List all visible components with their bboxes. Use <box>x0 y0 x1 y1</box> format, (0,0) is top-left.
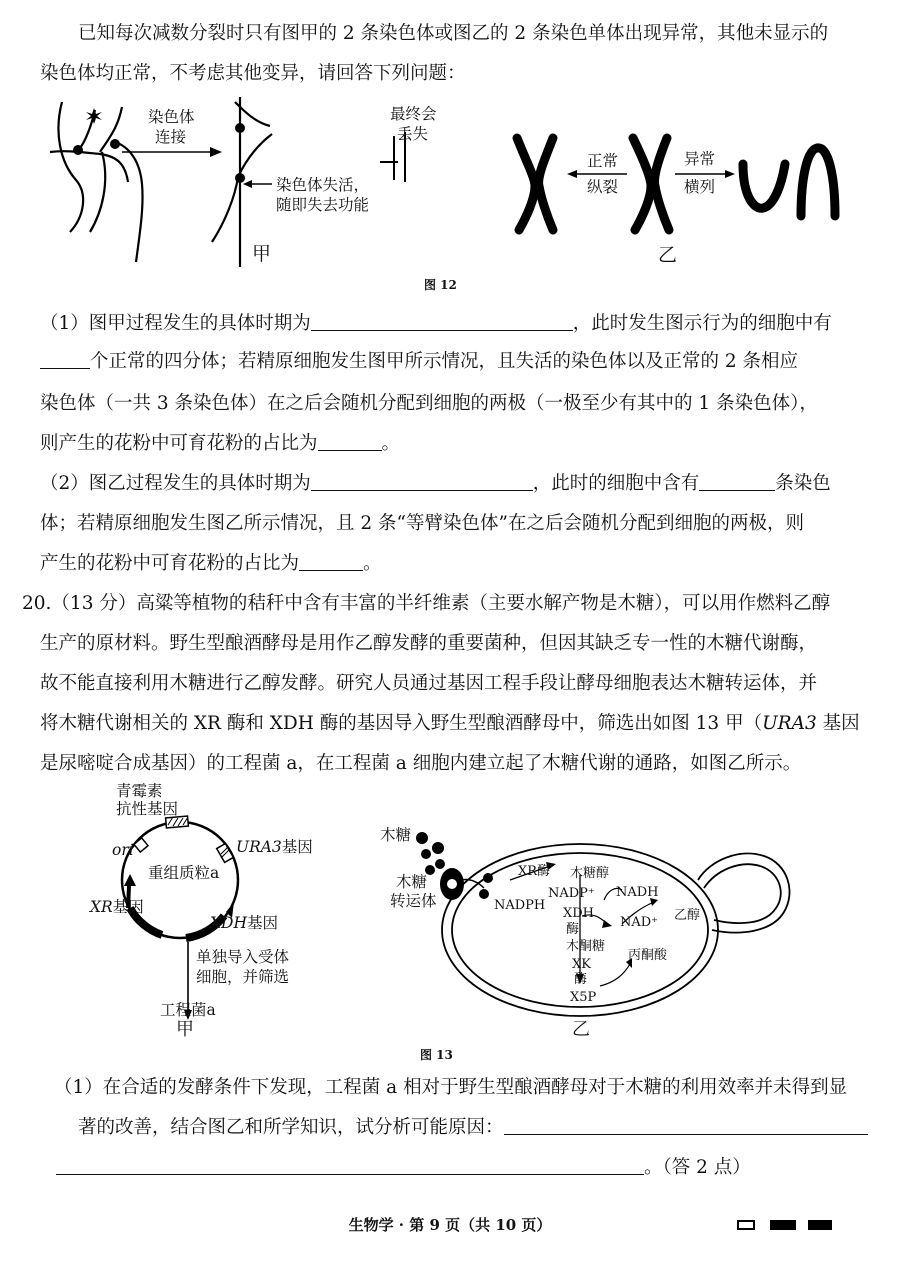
ethanol-label: 乙醇 <box>674 908 701 923</box>
nad-label: NAD⁺ <box>620 915 659 930</box>
xk-enzyme-label-1: XK <box>572 957 591 972</box>
q20-line5: 是尿嘧啶合成基因）的工程菌 a，在工程菌 a 细胞内建立起了木糖代谢的通路，如图乙所示。 <box>40 753 802 774</box>
xdh-enzyme-label-2: 酶 <box>566 922 580 937</box>
answer-blank[interactable] <box>504 1116 868 1135</box>
jia-loss-label-2: 丢失 <box>397 125 429 143</box>
q20-line3: 故不能直接利用木糖进行乙醇发酵。研究人员通过基因工程手段让酵母细胞表达木糖转运体，并 <box>40 673 818 694</box>
q20-line4: 将木糖代谢相关的 XR 酶和 XDH 酶的基因导入野生型酿酒酵母中，筛选出如图 13 甲（URA3 基因 <box>40 713 860 734</box>
answer-blank[interactable] <box>56 1156 644 1175</box>
page-barcode-marks <box>736 1218 836 1232</box>
answer-blank[interactable] <box>699 472 775 491</box>
plasmid-label: 重组质粒a <box>148 864 220 882</box>
intro-line-2: 染色体均正常，不考虑其他变异，请回答下列问题： <box>40 63 466 84</box>
q20-line2: 生产的原材料。野生型酿酒酵母是用作乙醇发酵的重要菌种，但因其缺乏专一性的木糖代谢酶， <box>40 633 818 654</box>
x5p-label: X5P <box>570 990 597 1005</box>
figure-12-yi-label: 乙 <box>658 244 678 266</box>
nadh-label: NADH <box>616 885 659 900</box>
nadp-label: NADP⁺ <box>548 886 595 901</box>
pyruvate-label: 丙酮酸 <box>628 948 668 963</box>
figure-13-jia-label: 甲 <box>176 1019 194 1040</box>
answer-blank[interactable] <box>311 312 573 331</box>
jia-loss-label-1: 最终会 <box>390 105 437 123</box>
figure-13-yeast-cell-drawing <box>360 820 810 1040</box>
xylulose-label: 木酮糖 <box>566 939 606 954</box>
xylitol-label: 木糖醇 <box>570 866 610 881</box>
q19-part1-line4: 则产生的花粉中可育花粉的占比为 。 <box>40 433 401 454</box>
transform-step-label-1: 单独导入受体 <box>196 948 290 966</box>
yi-normal-label-2: 纵裂 <box>587 178 619 196</box>
ori-label: ori <box>112 841 134 859</box>
xdh-enzyme-label-1: XDH <box>563 906 595 921</box>
q19-part1-line2: 个正常的四分体；若精原细胞发生图甲所示情况，且失活的染色体以及正常的 2 条相应 <box>40 350 798 374</box>
ura3-gene-label: URA3基因 <box>236 838 313 856</box>
q19-part1-line1: （1）图甲过程发生的具体时期为 ，此时发生图示行为的细胞中有 <box>40 313 832 334</box>
q20-part1-line2: 著的改善，结合图乙和所学知识，试分析可能原因： <box>78 1116 868 1140</box>
yi-abnormal-label-1: 异常 <box>684 150 716 168</box>
q19-part2-line2: 体；若精原细胞发生图乙所示情况，且 2 条“等臂染色体”在之后会随机分配到细胞的两极，则 <box>40 513 804 534</box>
amp-gene-label-2: 抗性基因 <box>116 800 179 818</box>
jia-arrow-label-2: 连接 <box>155 128 187 146</box>
xr-gene-label: XR基因 <box>90 898 144 916</box>
q20-part1-line3: 。（答 2 点） <box>56 1156 751 1180</box>
figure-12-yi-drawing <box>505 128 845 238</box>
jia-inactive-label-1: 染色体失活， <box>276 176 370 194</box>
transform-step-label-2: 细胞，并筛选 <box>196 968 290 986</box>
jia-inactive-label-2: 随即失去功能 <box>276 196 370 214</box>
yi-normal-label-1: 正常 <box>587 152 619 170</box>
answer-blank[interactable] <box>311 472 533 491</box>
intro-line-1: 已知每次减数分裂时只有图甲的 2 条染色体或图乙的 2 条染色单体出现异常，其他未显示的 <box>78 23 829 44</box>
figure-12-jia-label: 甲 <box>252 243 272 265</box>
nadph-label: NADPH <box>494 898 546 913</box>
figure-12-caption: 图 12 <box>424 278 457 292</box>
q20-line1: 20.（13 分）高粱等植物的秸秆中含有丰富的半纤维素（主要水解产物是木糖），可以用作燃料乙醇 <box>22 593 831 614</box>
engineered-strain-label: 工程菌a <box>160 1001 216 1019</box>
yi-abnormal-label-2: 横列 <box>684 178 716 196</box>
xr-enzyme-label: XR酶 <box>518 864 551 879</box>
figure-12-jia-drawing <box>40 92 440 292</box>
q19-part2-line1: （2）图乙过程发生的具体时期为 ，此时的细胞中含有 条染色 <box>40 473 831 494</box>
figure-13-yi-label: 乙 <box>572 1019 590 1040</box>
q19-part1-line3: 染色体（一共 3 条染色体）在之后会随机分配到细胞的两极（一极至少有其中的 1 条染色体）， <box>40 393 818 414</box>
q19-part2-line3: 产生的花粉中可育花粉的占比为 。 <box>40 553 382 574</box>
answer-blank[interactable] <box>299 552 363 571</box>
transporter-label-1: 木糖 <box>396 873 428 891</box>
xdh-gene-label: XDH基因 <box>210 914 278 932</box>
xk-enzyme-label-2: 酶 <box>574 972 588 987</box>
page-footer: 生物学 · 第 9 页（共 10 页） <box>348 1216 552 1234</box>
answer-blank[interactable] <box>40 350 90 369</box>
amp-gene-label-1: 青霉素 <box>116 782 163 800</box>
jia-arrow-label-1: 染色体 <box>148 108 195 126</box>
figure-13-caption: 图 13 <box>420 1048 453 1062</box>
xylose-label: 木糖 <box>380 826 412 844</box>
transporter-label-2: 转运体 <box>390 892 437 910</box>
q20-part1-line1: （1）在合适的发酵条件下发现，工程菌 a 相对于野生型酿酒酵母对于木糖的利用效率并未得到显 <box>54 1077 848 1098</box>
answer-blank[interactable] <box>318 432 382 451</box>
